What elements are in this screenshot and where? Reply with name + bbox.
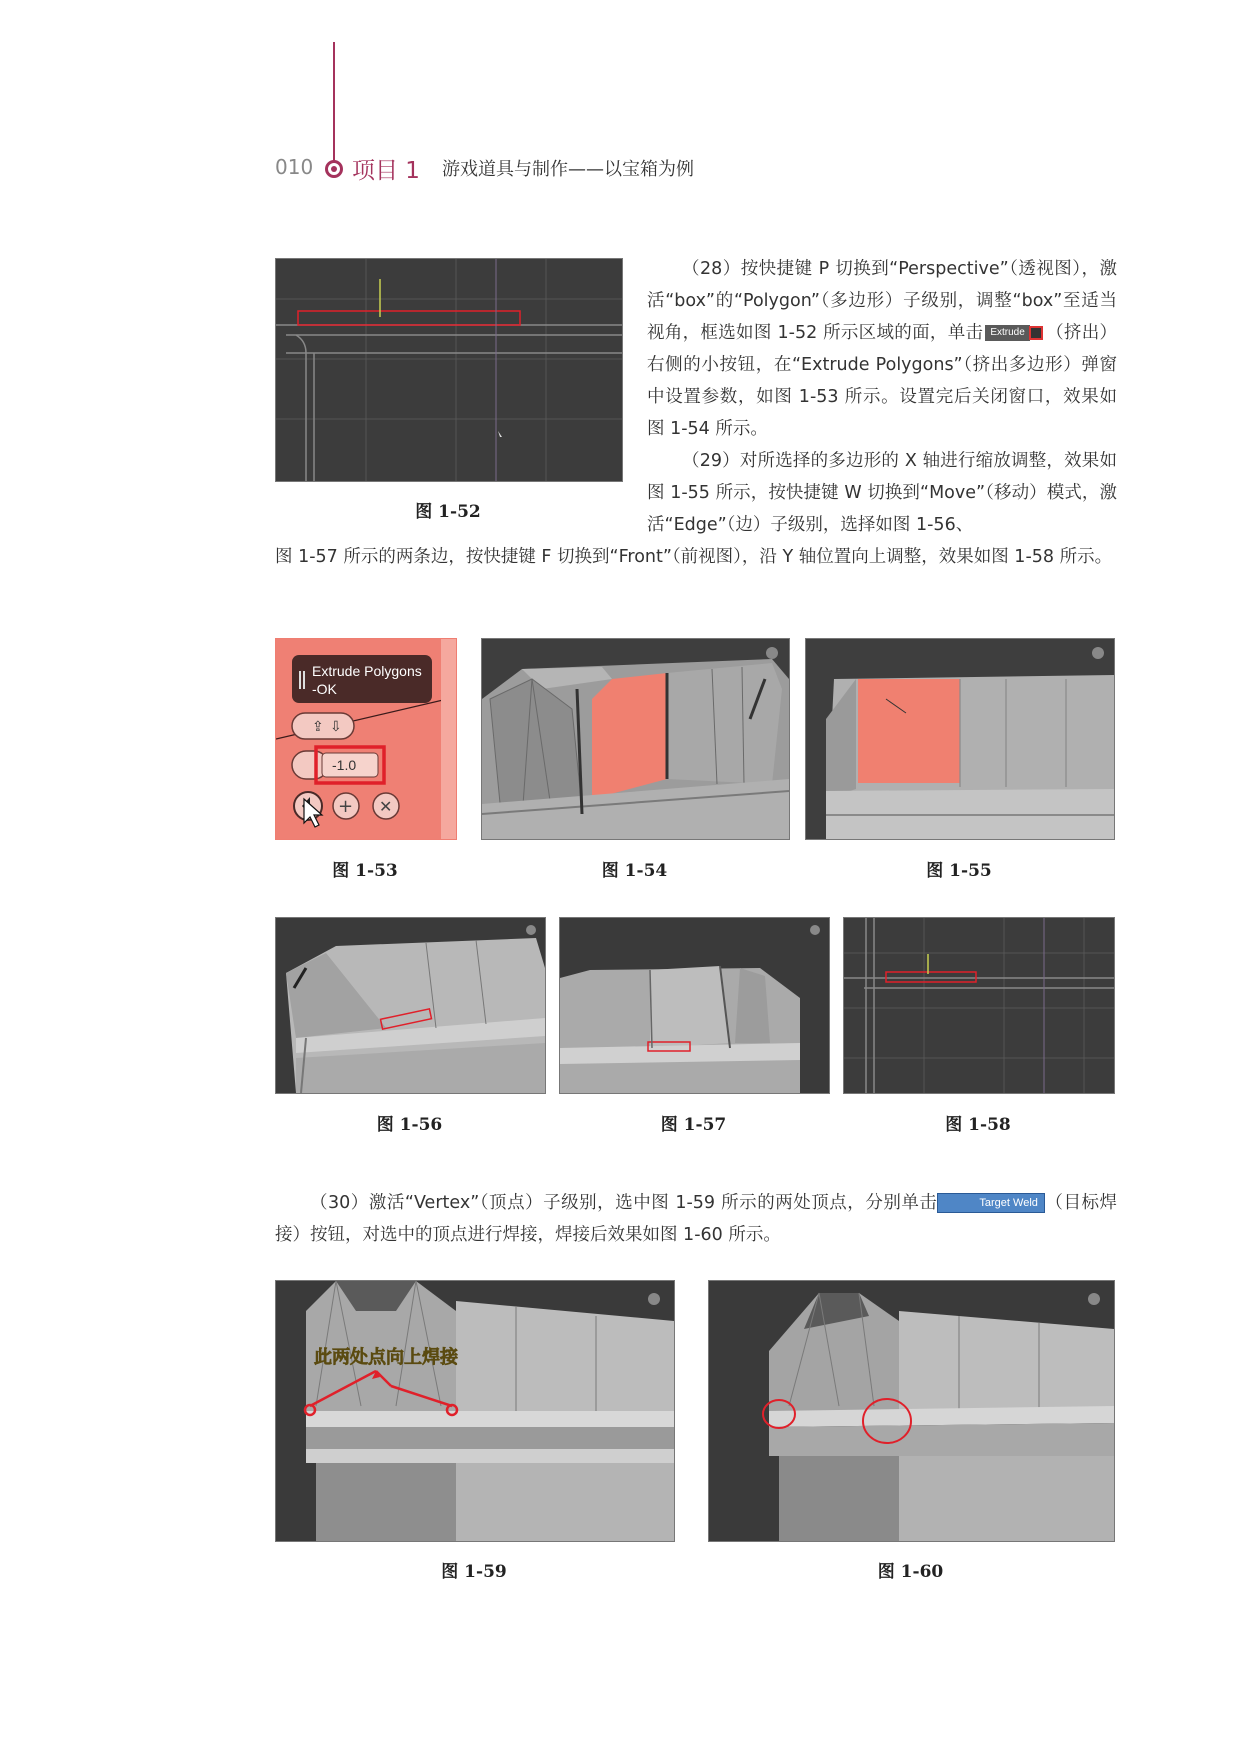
paragraph-step-28 <box>647 253 1117 445</box>
figure-1-56 <box>275 917 546 1094</box>
caption-1-59: 图 1-59 <box>441 1562 507 1582</box>
paragraph-step-30 <box>275 1187 1117 1251</box>
header-vertical-rule <box>333 42 335 162</box>
figure-1-52 <box>275 258 623 482</box>
p30-text-2: （目标焊接）按钮，对选中的顶点进行焊接，焊接后效果如图 1-60 所示。 <box>275 1193 1117 1245</box>
extrude-panel-ok: -OK <box>312 681 337 697</box>
svg-text:⇩: ⇩ <box>330 719 342 735</box>
caption-1-60: 图 1-60 <box>877 1562 944 1582</box>
p28-text-2: （挤出）右侧的小按钮，在“Extrude Polygons”（挤出多边形）弹窗中设置参数，如图 1-53 所示。设置完后关闭窗口，效果如图 1-54 所示。 <box>647 323 1118 439</box>
figure-1-57 <box>559 917 830 1094</box>
page-number: 010 <box>275 155 314 179</box>
caption-1-57: 图 1-57 <box>660 1115 727 1135</box>
caption-1-54: 图 1-54 <box>601 861 668 881</box>
p28-text-1: （28）按快捷键 P 切换到“Perspective”（透视图），激活“box”的“Polygon”（多边形）子级别，调整“box”至适当视角，框选如图 1-52 所示区域的面，单击 <box>647 259 1117 343</box>
figure-1-60 <box>708 1280 1115 1542</box>
chapter-title: 游戏道具与制作——以宝箱为例 <box>442 159 694 180</box>
paragraph-step-29-a: （29）对所选择的多边形的 X 轴进行缩放调整，效果如图 1-55 所示，按快捷键 W 切换到“Move”（移动）模式，激活“Edge”（边）子级别，选择如图 1-56、 <box>647 451 1117 535</box>
p30-text-1: （30）激活“Vertex”（顶点）子级别，选中图 1-59 所示的两处顶点，分别单击 <box>310 1193 938 1213</box>
caption-1-53: 图 1-53 <box>332 861 398 881</box>
svg-text:✕: ✕ <box>379 797 393 816</box>
extrude-panel-title: Extrude Polygons <box>312 663 422 679</box>
target-weld-button-inline: Target Weld <box>937 1193 1045 1213</box>
svg-text:⇪: ⇪ <box>312 719 324 735</box>
project-label: 项目 1 <box>352 158 420 184</box>
figure-1-55 <box>805 638 1115 840</box>
caption-1-58: 图 1-58 <box>945 1115 1011 1135</box>
svg-text:+: + <box>338 796 354 817</box>
extrude-settings-icon <box>1029 326 1043 340</box>
figure-1-58 <box>843 917 1115 1094</box>
caption-1-56: 图 1-56 <box>376 1115 443 1135</box>
figure-1-54 <box>481 638 790 840</box>
header-bullet-icon <box>325 160 343 178</box>
extrude-button-inline: Extrude <box>985 325 1029 341</box>
figure-1-59 <box>275 1280 675 1542</box>
figure-1-53 <box>275 638 457 840</box>
weld-annotation-label: 此两处点向上焊接 <box>314 1347 458 1368</box>
paragraph-step-29-b: 图 1-57 所示的两条边，按快捷键 F 切换到“Front”（前视图），沿 Y 轴位置向上调整，效果如图 1-58 所示。 <box>275 547 1113 567</box>
caption-1-52: 图 1-52 <box>415 502 481 522</box>
extrude-height-value: -1.0 <box>332 757 357 773</box>
caption-1-55: 图 1-55 <box>926 861 992 881</box>
